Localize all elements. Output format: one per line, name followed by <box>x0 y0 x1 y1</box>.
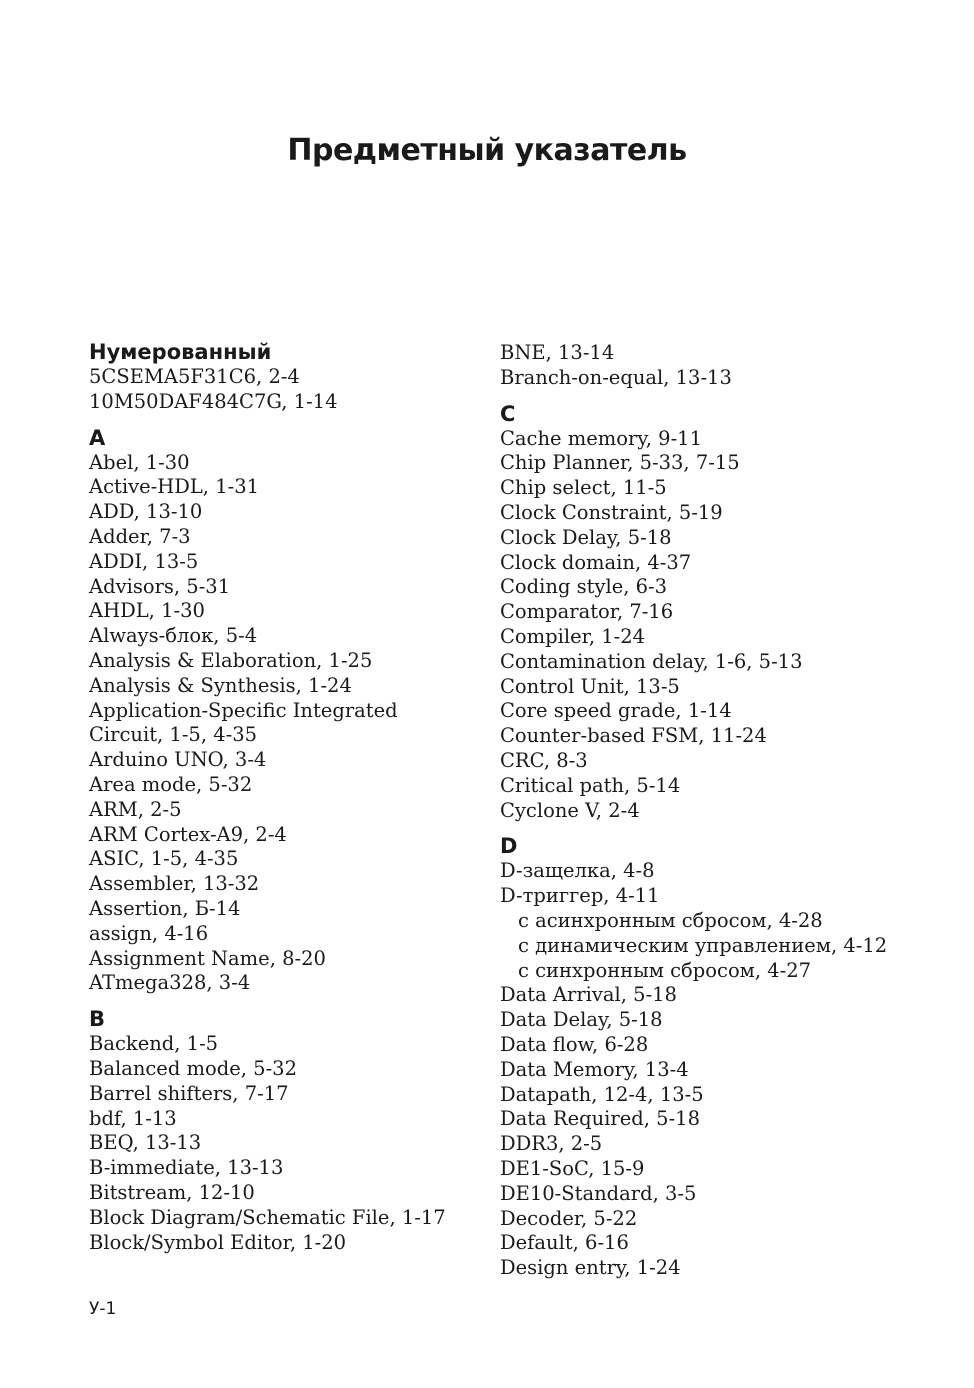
section-heading: D <box>500 834 518 859</box>
index-entry: Chip select, 11-5 <box>500 476 667 500</box>
index-entry: Branch-on-equal, 13-13 <box>500 365 732 389</box>
index-column-left <box>89 339 509 1255</box>
index-entry: assign, 4-16 <box>89 921 209 945</box>
index-entry: Analysis & Elaboration, 1-25 <box>89 648 373 672</box>
index-entry: Contamination delay, 1-6, 5-13 <box>500 649 803 673</box>
index-entry: ADDI, 13-5 <box>89 549 199 573</box>
index-entry: bdf, 1-13 <box>89 1106 177 1130</box>
index-section <box>500 341 920 391</box>
index-entry: Balanced mode, 5-32 <box>89 1056 297 1080</box>
index-entry: Chip Planner, 5-33, 7-15 <box>500 451 740 475</box>
index-entry: Application-Specific Integrated <box>89 698 398 722</box>
index-entry: Data Delay, 5-18 <box>500 1008 663 1032</box>
index-entry: BNE, 13-14 <box>500 341 615 364</box>
index-entry: ARM, 2-5 <box>89 797 182 821</box>
index-entry: Data Arrival, 5-18 <box>500 983 677 1007</box>
index-entry: Default, 6-16 <box>500 1231 629 1255</box>
index-entry: AHDL, 1-30 <box>89 599 205 623</box>
index-entry: Adder, 7-3 <box>89 524 191 548</box>
index-entry: Comparator, 7-16 <box>500 600 674 624</box>
index-entry: Assertion, Б-14 <box>89 896 241 920</box>
section-heading: A <box>89 425 106 450</box>
index-entry: Data flow, 6-28 <box>500 1032 649 1056</box>
index-entry: Cyclone V, 2-4 <box>500 798 640 822</box>
index-entry: Arduino UNO, 3-4 <box>89 748 267 772</box>
index-entry: Area mode, 5-32 <box>89 772 253 796</box>
index-entry: Data Required, 5-18 <box>500 1107 700 1131</box>
index-entry: CRC, 8-3 <box>500 748 588 772</box>
index-entry: 5CSEMA5F31C6, 2-4 <box>89 365 300 388</box>
section-heading: C <box>500 401 516 426</box>
index-section <box>500 401 920 824</box>
index-entry: Assembler, 13-32 <box>89 872 260 896</box>
section-heading: B <box>89 1007 106 1032</box>
index-entry: D-защелка, 4-8 <box>500 859 655 883</box>
index-entry: Advisors, 5-31 <box>89 574 231 598</box>
index-entry: Barrel shifters, 7-17 <box>89 1081 289 1105</box>
index-entry: BEQ, 13-13 <box>89 1131 202 1155</box>
index-subentry: с динамическим управлением, 4-12 <box>518 933 888 957</box>
index-entry: Decoder, 5-22 <box>500 1206 638 1230</box>
section-heading: Нумерованный <box>89 340 272 364</box>
index-entry: ARM Cortex-A9, 2-4 <box>89 822 287 846</box>
index-entry: Bitstream, 12-10 <box>89 1180 255 1204</box>
index-entry: Data Memory, 13-4 <box>500 1057 689 1081</box>
index-entry: Abel, 1-30 <box>89 450 190 474</box>
index-entry: Circuit, 1-5, 4-35 <box>89 723 258 747</box>
index-entry: Datapath, 12-4, 13-5 <box>500 1082 704 1106</box>
index-section <box>89 339 509 415</box>
index-entry: Cache memory, 9-11 <box>500 426 702 450</box>
index-entry: DE1-SoC, 15-9 <box>500 1156 645 1180</box>
index-entry: Clock domain, 4-37 <box>500 550 692 574</box>
index-subentry: с синхронным сбросом, 4-27 <box>518 958 812 982</box>
index-entry: ASIC, 1-5, 4-35 <box>89 847 239 871</box>
index-subentry: с асинхронным сбросом, 4-28 <box>518 908 823 932</box>
page-title: Предметный указатель <box>287 133 687 168</box>
index-entry: ADD, 13-10 <box>89 500 203 524</box>
index-entry: Coding style, 6-3 <box>500 575 668 599</box>
index-entry: Always-блок, 5-4 <box>89 624 258 648</box>
index-section <box>500 833 920 1281</box>
index-entry: Compiler, 1-24 <box>500 624 646 648</box>
index-entry: Design entry, 1-24 <box>500 1256 681 1280</box>
index-entry: ATmega328, 3-4 <box>89 971 251 995</box>
index-entry: D-триггер, 4-11 <box>500 884 660 908</box>
index-entry: Block/Symbol Editor, 1-20 <box>89 1230 347 1254</box>
index-entry: Control Unit, 13-5 <box>500 674 680 698</box>
index-entry: Clock Constraint, 5-19 <box>500 500 723 524</box>
page-number: У-1 <box>89 1299 117 1319</box>
index-section <box>89 1006 509 1255</box>
index-entry: DDR3, 2-5 <box>500 1132 603 1156</box>
index-entry: Clock Delay, 5-18 <box>500 525 672 549</box>
index-entry: Backend, 1-5 <box>89 1032 219 1056</box>
index-entry: Counter-based FSM, 11-24 <box>500 724 767 748</box>
index-entry: Analysis & Synthesis, 1-24 <box>89 673 352 697</box>
index-entry: Core speed grade, 1-14 <box>500 699 732 723</box>
index-entry: Critical path, 5-14 <box>500 773 681 797</box>
index-entry: Block Diagram/Schematic File, 1-17 <box>89 1205 446 1229</box>
index-entry: 10M50DAF484C7G, 1-14 <box>89 389 338 413</box>
index-section <box>89 425 509 997</box>
index-entry: B-immediate, 13-13 <box>89 1156 284 1180</box>
index-entry: Assignment Name, 8-20 <box>89 946 326 970</box>
index-entry: DE10-Standard, 3-5 <box>500 1181 697 1205</box>
index-entry: Active-HDL, 1-31 <box>89 475 260 499</box>
index-column-right <box>500 341 920 1281</box>
